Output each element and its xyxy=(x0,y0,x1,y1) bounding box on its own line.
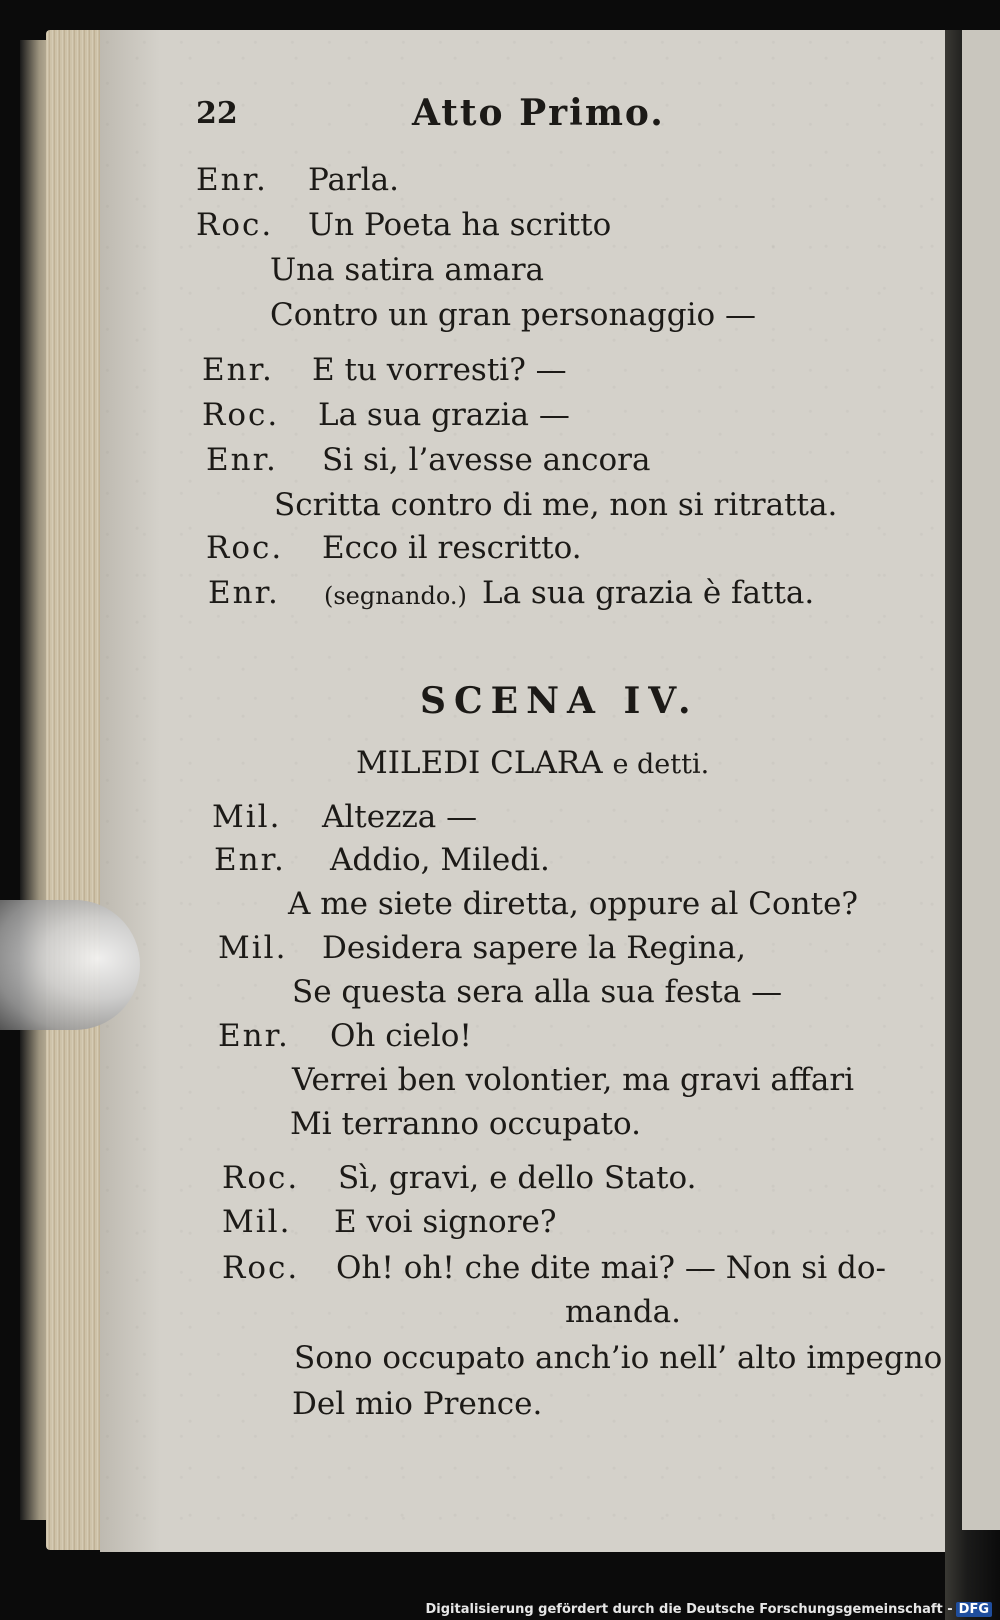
speaker-label: Enr. xyxy=(206,442,278,478)
speaker-label: Mil. xyxy=(212,799,282,835)
speaker-label: Enr. xyxy=(202,352,274,388)
speaker-label: Roc. xyxy=(196,207,274,243)
speaker-label: Mil. xyxy=(222,1204,292,1240)
scene-characters xyxy=(356,745,709,781)
dfg-logo: DFG xyxy=(956,1602,992,1617)
dialogue-line: Sì, gravi, e dello Stato. xyxy=(338,1160,697,1196)
page-stack-edges xyxy=(46,30,106,1550)
dialogue-line: Scritta contro di me, non si ritratta. xyxy=(274,487,838,523)
scene-heading: SCENA IV. xyxy=(420,680,699,722)
speaker-label: Enr. xyxy=(218,1018,290,1054)
dialogue-line: Verrei ben volontier, ma gravi affari xyxy=(292,1062,855,1098)
speaker-label: Enr. xyxy=(214,842,286,878)
page-clip xyxy=(0,900,140,1030)
running-head: Atto Primo. xyxy=(412,92,665,134)
speaker-label: Enr. xyxy=(208,575,280,611)
dialogue-line: Addio, Miledi. xyxy=(330,842,550,878)
dialogue-line: La sua grazia — xyxy=(318,397,570,433)
dialogue-line: manda. xyxy=(565,1294,682,1330)
speaker-label: Roc. xyxy=(202,397,280,433)
dialogue-line: Contro un gran personaggio — xyxy=(270,297,757,333)
dialogue-line: A me siete diretta, oppure al Conte? xyxy=(288,886,859,922)
speaker-label: Roc. xyxy=(222,1250,300,1286)
dialogue-line: Oh! oh! che dite mai? — Non si do- xyxy=(336,1250,886,1286)
dialogue-line: La sua grazia è fatta. xyxy=(482,575,815,611)
facing-page-edge xyxy=(962,30,1000,1530)
dialogue-line: Se questa sera alla sua festa — xyxy=(292,974,783,1010)
speaker-label: Roc. xyxy=(206,530,284,566)
digitization-credit xyxy=(426,1602,993,1617)
dialogue-line: Sono occupato anch’io nell’ alto impegno xyxy=(294,1340,943,1376)
dialogue-line: Parla. xyxy=(308,162,400,198)
speaker-label: Mil. xyxy=(218,930,288,966)
dialogue-line: Mi terranno occupato. xyxy=(290,1106,641,1142)
dialogue-line: E voi signore? xyxy=(334,1204,557,1240)
dialogue-line: Un Poeta ha scritto xyxy=(308,207,612,243)
dialogue-line: Si si, l’avesse ancora xyxy=(322,442,651,478)
dialogue-line: E tu vorresti? — xyxy=(312,352,567,388)
character-rest: e detti. xyxy=(612,749,710,780)
dialogue-line: Del mio Prence. xyxy=(292,1386,543,1422)
credit-text: Digitalisierung gefördert durch die Deutsche Forschungsgemeinschaft - xyxy=(425,1602,953,1617)
speaker-label: Roc. xyxy=(222,1160,300,1196)
dialogue-line: Ecco il rescritto. xyxy=(322,530,582,566)
character-name: MILEDI CLARA xyxy=(356,745,603,781)
page-number: 22 xyxy=(196,96,238,131)
dialogue-line: Altezza — xyxy=(322,799,478,835)
dialogue-line: Desidera sapere la Regina, xyxy=(322,930,746,966)
dialogue-line: Oh cielo! xyxy=(330,1018,472,1054)
stage-direction: (segnando.) xyxy=(324,582,467,610)
speaker-label: Enr. xyxy=(196,162,268,198)
dialogue-line: Una satira amara xyxy=(270,252,545,288)
